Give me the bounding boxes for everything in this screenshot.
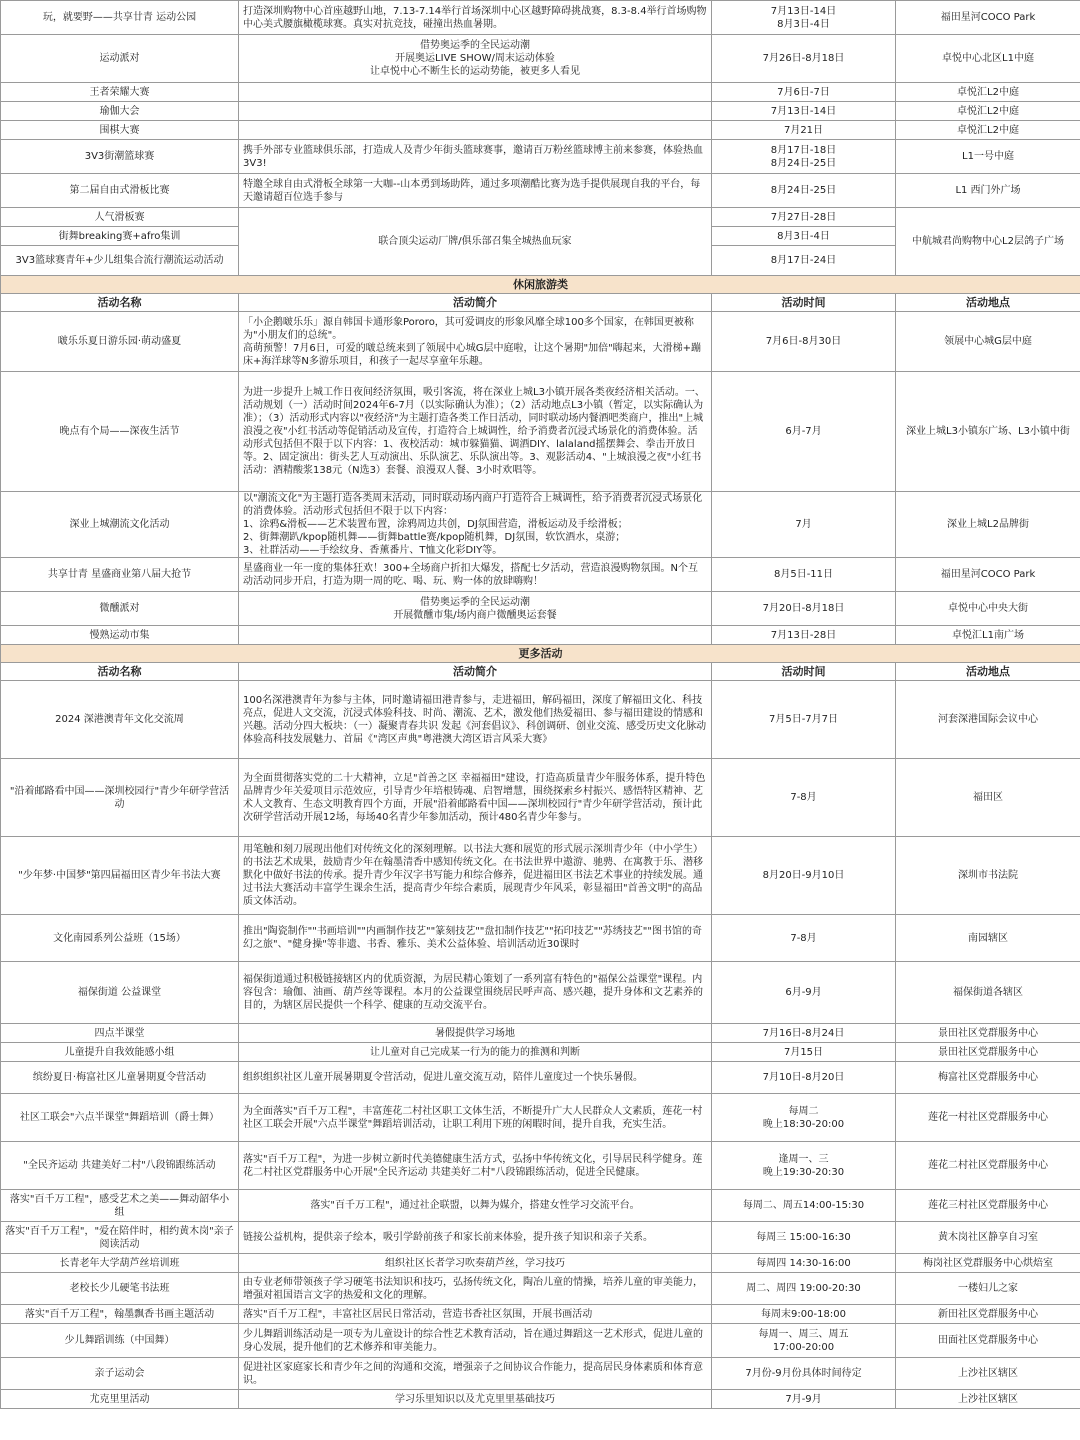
activity-time: 7月: [712, 492, 896, 558]
activity-place: 莲花一村社区党群服务中心: [896, 1094, 1080, 1142]
activity-time: 8月17日-24日: [712, 246, 896, 276]
table-row: [1, 1190, 1080, 1222]
activity-place: 深业上城L3小镇东广场、L3小镇中街: [896, 372, 1080, 492]
column-header-name: 活动名称: [1, 663, 239, 681]
activity-time: 8月24日-25日: [712, 174, 896, 208]
activity-time: 每周末9:00-18:00: [712, 1305, 896, 1324]
activity-name: 儿童提升自我效能感小组: [1, 1043, 239, 1062]
table-row: [1, 592, 1080, 626]
activity-name: 运动派对: [1, 35, 239, 83]
section-header-row: [1, 645, 1080, 663]
activity-time: 7月26日-8月18日: [712, 35, 896, 83]
activity-name: 2024 深港澳青年文化交流周: [1, 681, 239, 759]
activity-name: 围棋大赛: [1, 121, 239, 140]
activity-place: 上沙社区辖区: [896, 1358, 1080, 1390]
activity-desc: 福保街道通过积极链接辖区内的优质资源，为居民精心策划了一系列富有特色的"福保公益课堂"课程。内容包含：瑜伽、油画、葫芦丝等课程。本月的公益课堂围绕居民呼声高、感兴趣，提升身体和文艺素养的目的，为辖区居民提供一个科学、健康的互动交流平台。: [239, 962, 712, 1024]
activity-desc: 100名深港澳青年为参与主体，同时邀请福田港青参与，走进福田，解码福田，深度了解福田文化、科技亮点，促进人文交流，沉浸式体验科技、时尚、潮流、艺术，激发他们热爱福田、参与福田建设的情感和兴趣。活动分四大板块：（一）凝聚青春共识 发起《河套倡议》、科创调研、创业交流、感受历史文化脉动 体验高科技发展魅力、首届《"湾区声典"粤港澳大湾区语言风采大赛》: [239, 681, 712, 759]
activity-name: 福保街道 公益课堂: [1, 962, 239, 1024]
activity-place: 上沙社区辖区: [896, 1390, 1080, 1409]
activity-name: 微醺派对: [1, 592, 239, 626]
activity-desc: 推出"陶瓷制作""书画培训""内画制作技艺""篆刻技艺""盘扣制作技艺""拓印技艺""苏绣技艺""图书馆的奇幻之旅"、"健身操"等非遗、书香、雅乐、美术公益体验、培训活动近30课时: [239, 915, 712, 962]
activity-place: 卓悦汇L2中庭: [896, 102, 1080, 121]
activity-place: 一楼妇儿之家: [896, 1273, 1080, 1305]
activity-desc: 用笔触和刻刀展现出他们对传统文化的深刻理解。以书法大赛和展览的形式展示深圳青少年（中小学生）的书法艺术成果，鼓励青少年在翰墨清香中感知传统文化。在书法世界中遨游、驰骋、在寓教于乐、潜移默化中做好书法的传承。提升青少年汉字书写能力和综合修养，促进福田区书法艺术事业的持续发展。通过书法大赛活动丰富学生课余生活，提高青少年综合素质，展现青少年风采，彰显福田"首善文明"的高品质文体活动。: [239, 837, 712, 915]
activity-time: 7-8月: [712, 759, 896, 837]
activity-time: 每周二 晚上18:30-20:00: [712, 1094, 896, 1142]
column-header-row: [1, 663, 1080, 681]
activity-place: 景田社区党群服务中心: [896, 1043, 1080, 1062]
activity-time: 7月16日-8月24日: [712, 1024, 896, 1043]
activity-desc: 借势奥运季的全民运动潮 开展奥运LIVE SHOW/周末运动体验 让卓悦中心不断生长的运动势能，被更多人看见: [239, 35, 712, 83]
activity-desc: 组织组织社区儿童开展暑期夏令营活动，促进儿童交流互动，陪伴儿童度过一个快乐暑假。: [239, 1062, 712, 1094]
table-row: [1, 1062, 1080, 1094]
table-row: [1, 312, 1080, 372]
activity-place: 中航城君尚购物中心L2层鸽子广场: [896, 208, 1080, 276]
activity-name: 尤克里里活动: [1, 1390, 239, 1409]
table-row: [1, 1358, 1080, 1390]
activity-desc: 携手外部专业篮球俱乐部，打造成人及青少年街头篮球赛事，邀请百万粉丝篮球博主前来参赛，体验热血3V3!: [239, 140, 712, 174]
activity-place: L1一号中庭: [896, 140, 1080, 174]
activity-name: 文化南园系列公益班（15场）: [1, 915, 239, 962]
activity-time: 7月10日-8月20日: [712, 1062, 896, 1094]
activity-desc: 星盛商业一年一度的集体狂欢！300+全场商户折扣大爆发，搭配七夕活动，营造浪漫购物氛围。N个互动活动同步开启，打造为期一周的吃、喝、玩、购一体的放肆嗨购！: [239, 558, 712, 592]
activity-name: 落实"百千万工程"，翰墨飘香书画主题活动: [1, 1305, 239, 1324]
activity-time: 逢周一、三 晚上19:30-20:30: [712, 1142, 896, 1190]
column-header-desc: 活动简介: [239, 294, 712, 312]
activity-place: 福田星河COCO Park: [896, 558, 1080, 592]
activity-desc: 特邀全球自由式滑板全球第一大咖--山本勇到场助阵，通过多项潮酷比赛为选手提供展现自我的平台，每天邀请超百位选手参与: [239, 174, 712, 208]
table-row: [1, 1222, 1080, 1254]
activity-desc: [239, 102, 712, 121]
activity-name: 第二届自由式滑板比赛: [1, 174, 239, 208]
activity-time: 每周三 15:00-16:30: [712, 1222, 896, 1254]
activity-desc: 落实"百千万工程"，通过社企联盟，以舞为媒介，搭建女性学习交流平台。: [239, 1190, 712, 1222]
activity-name: 社区工联会"六点半课堂"舞蹈培训（爵士舞）: [1, 1094, 239, 1142]
activity-place: 深业上城L2品牌街: [896, 492, 1080, 558]
column-header-place: 活动地点: [896, 294, 1080, 312]
activity-desc: 链接公益机构，提供亲子绘本，吸引学龄前孩子和家长前来体验，提升孩子知识和亲子关系。: [239, 1222, 712, 1254]
table-row: [1, 1043, 1080, 1062]
activity-time: 7月13日-14日: [712, 102, 896, 121]
activity-place: 莲花三村社区党群服务中心: [896, 1190, 1080, 1222]
activity-place: 梅岗社区党群服务中心烘焙室: [896, 1254, 1080, 1273]
activity-place: 卓悦汇L2中庭: [896, 121, 1080, 140]
activity-name: 落实"百千万工程"，"爱在陪伴时，相约黄木岗"亲子阅读活动: [1, 1222, 239, 1254]
activity-time: 7-8月: [712, 915, 896, 962]
column-header-desc: 活动简介: [239, 663, 712, 681]
activity-time: 7月6日-8月30日: [712, 312, 896, 372]
activity-name: 少儿舞蹈训练（中国舞）: [1, 1324, 239, 1358]
activity-name: 缤纷夏日·梅富社区儿童暑期夏令营活动: [1, 1062, 239, 1094]
activity-desc: 为全面贯彻落实党的二十大精神，立足"首善之区 幸福福田"建设，打造高质量青少年服务体系，提升特色品牌青少年关爱项目示范效应，引导青少年培根铸魂、启智增慧，围绕探索乡村振兴、感悟特区精神、艺术人文教育、生态文明教育四个方面，开展"沿着邮路看中国——深圳校园行"青少年研学营活动，预计此次研学营活动开展12场，每场40名青少年参加活动，预计480名青少年参与。: [239, 759, 712, 837]
activity-name: 四点半课堂: [1, 1024, 239, 1043]
activity-time: 7月27日-28日: [712, 208, 896, 227]
activity-name: 玩，就要野——共享廿青 运动公园: [1, 1, 239, 35]
table-row: [1, 1305, 1080, 1324]
activity-place: 梅富社区党群服务中心: [896, 1062, 1080, 1094]
activity-desc: 联合顶尖运动厂牌/俱乐部召集全城热血玩家: [239, 208, 712, 276]
section-title: 休闲旅游类: [1, 276, 1080, 294]
activity-time: 每周四 14:30-16:00: [712, 1254, 896, 1273]
activity-desc: 落实"百千万工程"，丰富社区居民日常活动，营造书香社区氛围，开展书画活动: [239, 1305, 712, 1324]
column-header-time: 活动时间: [712, 663, 896, 681]
activity-name: 晚点有个局——深夜生活节: [1, 372, 239, 492]
activity-desc: 落实"百千万工程"，为进一步树立新时代美德健康生活方式，弘扬中华传统文化，引导居民科学健身。莲花二村社区党群服务中心开展"全民齐运动 共建美好二村"八段锦跟练活动，促进全民健康。: [239, 1142, 712, 1190]
activity-place: 河套深港国际会议中心: [896, 681, 1080, 759]
activity-desc: 「小企鹅啵乐乐」源自韩国卡通形象Pororo，其可爱调皮的形象风靡全球100多个国家，在韩国更被称为"小朋友们的总统"。 高萌预警！7月6日，可爱的啵总统来到了领展中心城G层中庭啦，让这个暑期"加倍"嗨起来，大滑梯+蹦床+海洋球等N多游乐项目，和孩子一起尽享童年乐趣。: [239, 312, 712, 372]
activity-time: 7月21日: [712, 121, 896, 140]
table-row: [1, 1390, 1080, 1409]
activity-time: 每周一、周三、周五 17:00-20:00: [712, 1324, 896, 1358]
table-row: [1, 837, 1080, 915]
activity-place: 福保街道各辖区: [896, 962, 1080, 1024]
activity-time: 7月5日-7月7日: [712, 681, 896, 759]
table-row: [1, 492, 1080, 558]
table-row: [1, 681, 1080, 759]
activity-desc: [239, 121, 712, 140]
table-row: [1, 1142, 1080, 1190]
activity-place: 深圳市书法院: [896, 837, 1080, 915]
table-row: [1, 1024, 1080, 1043]
activity-time: 周二、周四 19:00-20:30: [712, 1273, 896, 1305]
table-row: [1, 121, 1080, 140]
activity-name: 3V3街潮篮球赛: [1, 140, 239, 174]
table-row: [1, 35, 1080, 83]
table-row: [1, 626, 1080, 645]
activity-desc: 打造深圳购物中心首座越野山地，7.13-7.14举行首场深圳中心区越野障碍挑战赛，8.3-8.4举行首场购物中心美式腰旗橄榄球赛。真实对抗竞技，碰撞出热血暑期。: [239, 1, 712, 35]
activity-place: 黄木岗社区静享自习室: [896, 1222, 1080, 1254]
activity-time: 7月-9月: [712, 1390, 896, 1409]
activity-place: L1 西门外广场: [896, 174, 1080, 208]
activity-desc: 由专业老师带领孩子学习硬笔书法知识和技巧，弘扬传统文化，陶冶儿童的情操，培养儿童的审美能力，增强对祖国语言文字的热爱和文化的理解。: [239, 1273, 712, 1305]
table-row: [1, 208, 1080, 227]
activity-desc: 学习乐里知识以及尤克里里基础技巧: [239, 1390, 712, 1409]
activity-desc: 少儿舞蹈训练活动是一项专为儿童设计的综合性艺术教育活动，旨在通过舞蹈这一艺术形式，促进儿童的身心发展，提升他们的艺术修养和审美能力。: [239, 1324, 712, 1358]
activity-time: 8月5日-11日: [712, 558, 896, 592]
activity-time: 7月20日-8月18日: [712, 592, 896, 626]
activity-place: 南园辖区: [896, 915, 1080, 962]
table-row: [1, 1324, 1080, 1358]
activity-place: 卓悦中心北区L1中庭: [896, 35, 1080, 83]
table-row: [1, 962, 1080, 1024]
activity-place: 景田社区党群服务中心: [896, 1024, 1080, 1043]
activity-time: 6月-9月: [712, 962, 896, 1024]
activity-desc: 借势奥运季的全民运动潮 开展微醺市集/场内商户微醺奥运套餐: [239, 592, 712, 626]
activity-name: 亲子运动会: [1, 1358, 239, 1390]
activity-time: 7月6日-7日: [712, 83, 896, 102]
activity-place: 领展中心城G层中庭: [896, 312, 1080, 372]
table-row: [1, 1273, 1080, 1305]
activity-time: 7月13日-28日: [712, 626, 896, 645]
activity-name: 王者荣耀大赛: [1, 83, 239, 102]
table-row: [1, 759, 1080, 837]
activity-time: 7月份-9月份具体时间待定: [712, 1358, 896, 1390]
activity-place: 福田区: [896, 759, 1080, 837]
activity-name: 街舞breaking赛+afro集训: [1, 227, 239, 246]
activity-place: 新田社区党群服务中心: [896, 1305, 1080, 1324]
activity-name: 长青老年大学葫芦丝培训班: [1, 1254, 239, 1273]
activity-desc: 促进社区家庭家长和青少年之间的沟通和交流，增强亲子之间协议合作能力，提高居民身体素质和体育意识。: [239, 1358, 712, 1390]
activity-name: "沿着邮路看中国——深圳校园行"青少年研学营活动: [1, 759, 239, 837]
activity-desc: 组织社区长者学习吹奏葫芦丝，学习技巧: [239, 1254, 712, 1273]
activity-name: 啵乐乐夏日游乐园·萌动盛夏: [1, 312, 239, 372]
activity-time: 8月20日-9月10日: [712, 837, 896, 915]
activity-name: "全民齐运动 共建美好二村"八段锦跟练活动: [1, 1142, 239, 1190]
table-row: [1, 1, 1080, 35]
activity-desc: 让儿童对自己完成某一行为的能力的推测和判断: [239, 1043, 712, 1062]
activity-name: 深业上城潮流文化活动: [1, 492, 239, 558]
section-header-row: [1, 276, 1080, 294]
activity-name: 慢熟运动市集: [1, 626, 239, 645]
activity-place: 卓悦汇L2中庭: [896, 83, 1080, 102]
activity-name: 瑜伽大会: [1, 102, 239, 121]
activity-time: 6月-7月: [712, 372, 896, 492]
table-row: [1, 915, 1080, 962]
activity-desc: [239, 626, 712, 645]
activity-place: 田面社区党群服务中心: [896, 1324, 1080, 1358]
column-header-row: [1, 294, 1080, 312]
table-row: [1, 83, 1080, 102]
activity-name: 共享廿青 星盛商业第八届大抢节: [1, 558, 239, 592]
table-row: [1, 1254, 1080, 1273]
activity-desc: [239, 83, 712, 102]
activity-time: 每周二、周五14:00-15:30: [712, 1190, 896, 1222]
activity-place: 福田星河COCO Park: [896, 1, 1080, 35]
activity-name: "少年梦·中国梦"第四届福田区青少年书法大赛: [1, 837, 239, 915]
table-row: [1, 102, 1080, 121]
activity-time: 8月17日-18日 8月24日-25日: [712, 140, 896, 174]
activity-name: 落实"百千万工程"，感受艺术之美——舞动韶华小组: [1, 1190, 239, 1222]
table-row: [1, 140, 1080, 174]
column-header-place: 活动地点: [896, 663, 1080, 681]
activity-desc: 以"潮流文化"为主题打造各类周末活动，同时联动场内商户打造符合上城调性，给予消费者沉浸式场景化的消费体验。活动形式包括但不限于以下内容： 1、涂鸦&滑板——艺术装置布置，涂鸦周边共创，DJ氛围营造，滑板运动及手绘滑板； 2、街舞潮趴/kpop随机舞——街舞battle赛/kpop随机舞，DJ氛围，软饮酒水，桌游； 3、社群活动——手绘纹身、香薰番片、T恤文化彩DIY等。: [239, 492, 712, 558]
activity-time: 7月13日-14日 8月3日-4日: [712, 1, 896, 35]
activity-place: 卓悦中心中央大街: [896, 592, 1080, 626]
activity-place: 莲花二村社区党群服务中心: [896, 1142, 1080, 1190]
table-row: [1, 1094, 1080, 1142]
activity-desc: 为全面落实"百千万工程"，丰富莲花二村社区职工文体生活，不断提升广大人民群众人文素质，莲花一村社区工联会开展"六点半课堂"舞蹈培训活动，让职工利用下班的闲暇时间，提升自我，充实生活。: [239, 1094, 712, 1142]
column-header-name: 活动名称: [1, 294, 239, 312]
activity-name: 人气滑板赛: [1, 208, 239, 227]
activity-desc: 暑假提供学习场地: [239, 1024, 712, 1043]
table-row: [1, 372, 1080, 492]
section-title: 更多活动: [1, 645, 1080, 663]
table-row: [1, 174, 1080, 208]
activity-place: 卓悦汇L1南广场: [896, 626, 1080, 645]
table-row: [1, 558, 1080, 592]
activity-desc: 为进一步提升上城工作日夜间经济氛围，吸引客流，将在深业上城L3小镇开展各类夜经济相关活动。一、活动规划（一）活动时间2024年6-7月（以实际确认为准）；（2）活动地点L3小镇（暂定，以实际确认为准）；（3）活动形式内容以"夜经济"为主题打造各类工作日活动，同时联动场内餐酒吧类商户，推出"上城浪漫之夜"小红书活动等促销活动及宣传，打造符合上城调性，给予消费者沉浸式场景化的消费体验。活动形式包括但不限于以下内容：1、夜校活动：城市躲猫猫、调酒DIY、lalaland摇摆舞会、拳击开放日等。2、固定演出：街头艺人互动演出、乐队演艺、乐队演出等。3、观影活动4、"上城浪漫之夜"小红书活动：酒精酸浆138元（N选3）套餐、浪漫双人餐、3小时欢唱等。: [239, 372, 712, 492]
activity-name: 3V3篮球赛青年+少儿组集合流行潮流运动活动: [1, 246, 239, 276]
activity-name: 老校长少儿硬笔书法班: [1, 1273, 239, 1305]
column-header-time: 活动时间: [712, 294, 896, 312]
activity-time: 8月3日-4日: [712, 227, 896, 246]
activity-time: 7月15日: [712, 1043, 896, 1062]
